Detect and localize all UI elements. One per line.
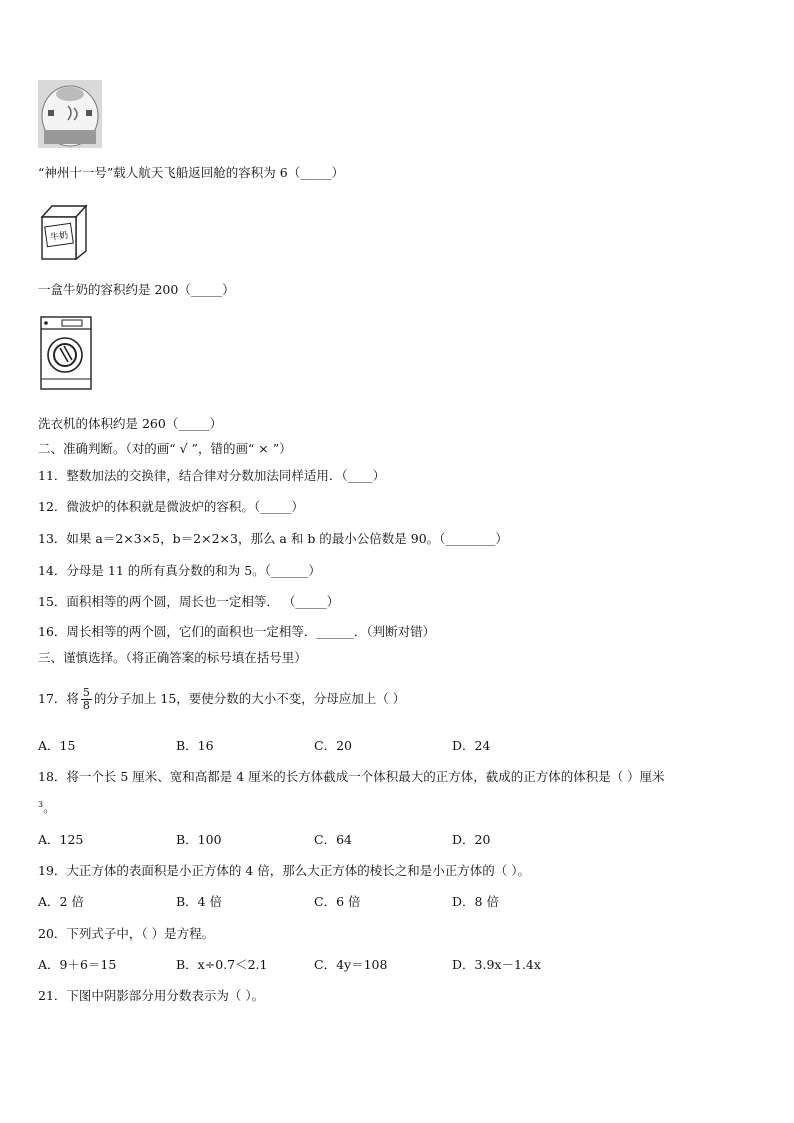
- q17-option-d: D．24: [452, 738, 491, 753]
- q20-option-b: B．x÷0.7＜2.1: [176, 957, 268, 972]
- milk-box-label: 牛奶: [49, 230, 69, 244]
- question-17: [38, 684, 405, 714]
- q18-option-b: B．100: [176, 832, 222, 847]
- question-20: 20．下列式子中，（ ）是方程。: [38, 926, 215, 941]
- question-17-prefix: 17．将: [38, 691, 79, 706]
- q18-option-d: D．20: [452, 832, 491, 847]
- question-15: 15．面积相等的两个圆，周长也一定相等． （_____）: [38, 594, 340, 609]
- milk-box-image: [38, 203, 90, 261]
- q17-option-a: A．15: [38, 738, 76, 753]
- question-13: 13．如果 a＝2×3×5，b＝2×2×3，那么 a 和 b 的最小公倍数是 90。（________）: [38, 531, 508, 546]
- question-21: 21．下图中阴影部分用分数表示为（ ）。: [38, 988, 265, 1003]
- question-16: 16．周长相等的两个圆，它们的面积也一定相等．______．（判断对错）: [38, 624, 436, 639]
- question-18-unit: [38, 796, 56, 817]
- q18-option-c: C．64: [314, 832, 352, 847]
- q19-option-c: C．6 倍: [314, 894, 361, 909]
- q18-option-a: A．125: [38, 832, 84, 847]
- question-14: 14．分母是 11 的所有真分数的和为 5。（______）: [38, 563, 321, 578]
- question-11: 11．整数加法的交换律，结合律对分数加法同样适用．（____）: [38, 468, 386, 483]
- question-18: 18．将一个长 5 厘米、宽和高都是 4 厘米的长方体截成一个体积最大的正方体，截成的正方体的体积是（ ）厘米: [38, 769, 665, 784]
- q17-option-b: B．16: [176, 738, 214, 753]
- milk-question: 一盒牛奶的容积约是 200（_____）: [38, 282, 235, 297]
- q19-option-a: A．2 倍: [38, 894, 84, 909]
- fraction-denominator: 8: [82, 699, 90, 712]
- q17-option-c: C．20: [314, 738, 352, 753]
- q19-option-b: B．4 倍: [176, 894, 223, 909]
- q20-option-d: D．3.9x－1.4x: [452, 957, 541, 972]
- question-19: 19．大正方体的表面积是小正方体的 4 倍，那么大正方体的棱长之和是小正方体的（ ）。: [38, 863, 531, 878]
- fraction-five-eighths: [81, 687, 92, 712]
- washer-question: 洗衣机的体积约是 260（_____）: [38, 416, 223, 431]
- question-17-suffix: 的分子加上 15，要使分数的大小不变，分母应加上（ ）: [93, 691, 406, 706]
- cubic-superscript: 3: [38, 800, 44, 809]
- section2-heading: 二、准确判断。（对的画“ √ ”，错的画“ × ”）: [38, 441, 292, 456]
- spacecraft-question: “神州十一号”载人航天飞船返回舱的容积为 6（_____）: [38, 165, 344, 180]
- question-18-end: 。: [43, 800, 56, 816]
- washing-machine-image: [38, 315, 94, 391]
- q20-option-a: A．9＋6＝15: [38, 957, 117, 972]
- fraction-numerator: 5: [82, 686, 90, 699]
- spacecraft-capsule-image: [38, 80, 102, 148]
- q19-option-d: D．8 倍: [452, 894, 499, 909]
- question-12: 12．微波炉的体积就是微波炉的容积。（_____）: [38, 499, 304, 514]
- q20-option-c: C．4y＝108: [314, 957, 388, 972]
- section3-heading: 三、谨慎选择。（将正确答案的标号填在括号里）: [38, 650, 307, 665]
